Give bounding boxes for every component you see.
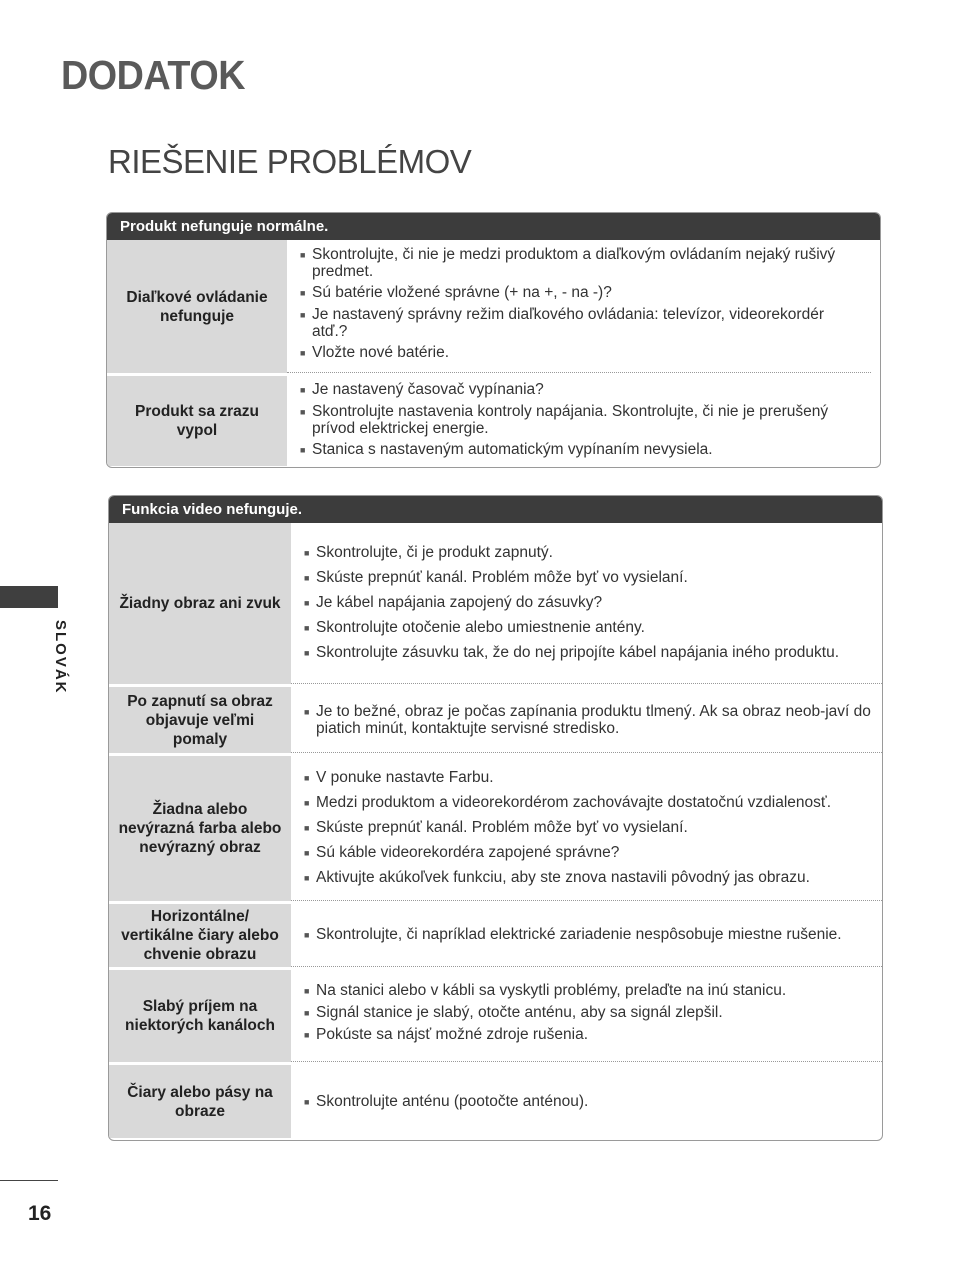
list-item: ■ Skúste prepnúť kanál. Problém môže byť vo vysielaní. — [304, 569, 688, 586]
list-item: ■ Skúste prepnúť kanál. Problém môže byť vo vysielaní. — [304, 819, 688, 836]
list-item: ■ Stanica s nastaveným automatickým vypínaním nevysiela. — [300, 441, 713, 458]
list-item: ■ Skontrolujte, či je produkt zapnutý. — [304, 544, 553, 561]
list-item: ■ Aktivujte akúkoľvek funkciu, aby ste znova nastavili pôvodný jas obrazu. — [304, 869, 810, 886]
list-item: ■ Skontrolujte otočenie alebo umiestnenie antény. — [304, 619, 645, 636]
list-item: ■ Medzi produktom a videorekordérom zachovávajte dostatočnú vzdialenosť. — [304, 794, 832, 811]
solution-list — [291, 904, 882, 967]
list-item: ■ Signál stanice je slabý, otočte anténu, aby sa signál zlepšil. — [304, 1004, 723, 1021]
page-number-rule — [0, 1180, 58, 1181]
solution-list — [287, 240, 871, 373]
list-item: ■ Je kábel napájania zapojený do zásuvky? — [304, 594, 603, 611]
list-item: ■ Je nastavený časovač vypínania? — [300, 381, 544, 398]
list-item: ■ V ponuke nastavte Farbu. — [304, 769, 494, 786]
list-item: ■ Na stanici alebo v kábli sa vyskytli problémy, prelaďte na inú stanicu. — [304, 982, 787, 999]
solution-list — [291, 1065, 882, 1138]
solution-list — [291, 687, 882, 753]
table-row — [109, 523, 882, 684]
language-label: SLOVÁK — [52, 620, 69, 695]
list-item: ■ Sú káble videorekordéra zapojené správne? — [304, 844, 620, 861]
table-row — [109, 687, 882, 753]
table-row — [107, 240, 880, 373]
table-row — [109, 1065, 882, 1138]
list-item: ■ Pokúste sa nájsť možné zdroje rušenia. — [304, 1026, 589, 1043]
table-row — [107, 376, 880, 466]
list-item: ■ Skontrolujte nastavenia kontroly napájania. Skontrolujte, či nie je prerušený prívod elektrickej energie. — [300, 403, 829, 437]
list-item: ■ Skontrolujte, či nie je medzi produktom a diaľkovým ovládaním nejaký rušivý predmet. — [300, 246, 836, 280]
troubleshooting-table-video — [108, 495, 883, 1141]
language-tab-marker — [0, 586, 58, 608]
solution-list — [291, 523, 882, 684]
problem-label: Slabý príjem na niektorých kanáloch — [109, 970, 291, 1062]
table-row — [109, 970, 882, 1062]
solution-list — [291, 756, 882, 901]
list-item: ■ Je nastavený správny režim diaľkového ovládania: televízor, videorekordér atď.? — [300, 306, 824, 340]
problem-label: Čiary alebo pásy na obraze — [109, 1065, 291, 1138]
table-row — [109, 904, 882, 967]
problem-label: Diaľkové ovládanie nefunguje — [107, 240, 287, 373]
problem-label: Žiadny obraz ani zvuk — [109, 523, 291, 684]
list-item: ■ Skontrolujte anténu (pootočte anténou). — [304, 1092, 589, 1110]
list-item: ■ Je to bežné, obraz je počas zapínania produktu tlmený. Ak sa obraz neob-javí do piatich minút, kontaktujte servisné stredisko. — [304, 702, 871, 737]
page-title: DODATOK — [61, 52, 245, 98]
table-row — [109, 756, 882, 901]
troubleshooting-table-product — [106, 212, 881, 468]
list-item: ■ Sú batérie vložené správne (+ na +, - na -)? — [300, 284, 612, 301]
section-title: RIEŠENIE PROBLÉMOV — [108, 143, 472, 180]
problem-label: Po zapnutí sa obraz objavuje veľmi pomaly — [109, 687, 291, 753]
solution-list — [287, 376, 880, 466]
problem-label: Horizontálne/ vertikálne čiary alebo chvenie obrazu — [109, 904, 291, 967]
problem-label: Produkt sa zrazu vypol — [107, 376, 287, 466]
page-number: 16 — [28, 1202, 52, 1225]
table-header: Funkcia video nefunguje. — [109, 496, 882, 523]
table-header: Produkt nefunguje normálne. — [107, 213, 880, 240]
list-item: ■ Skontrolujte, či napríklad elektrické zariadenie nespôsobuje miestne rušenie. — [304, 926, 842, 943]
solution-list — [291, 970, 882, 1062]
problem-label: Žiadna alebo nevýrazná farba alebo nevýrazný obraz — [109, 756, 291, 901]
list-item: ■ Skontrolujte zásuvku tak, že do nej pripojíte kábel napájania iného produktu. — [304, 644, 840, 661]
list-item: ■ Vložte nové batérie. — [300, 344, 450, 361]
